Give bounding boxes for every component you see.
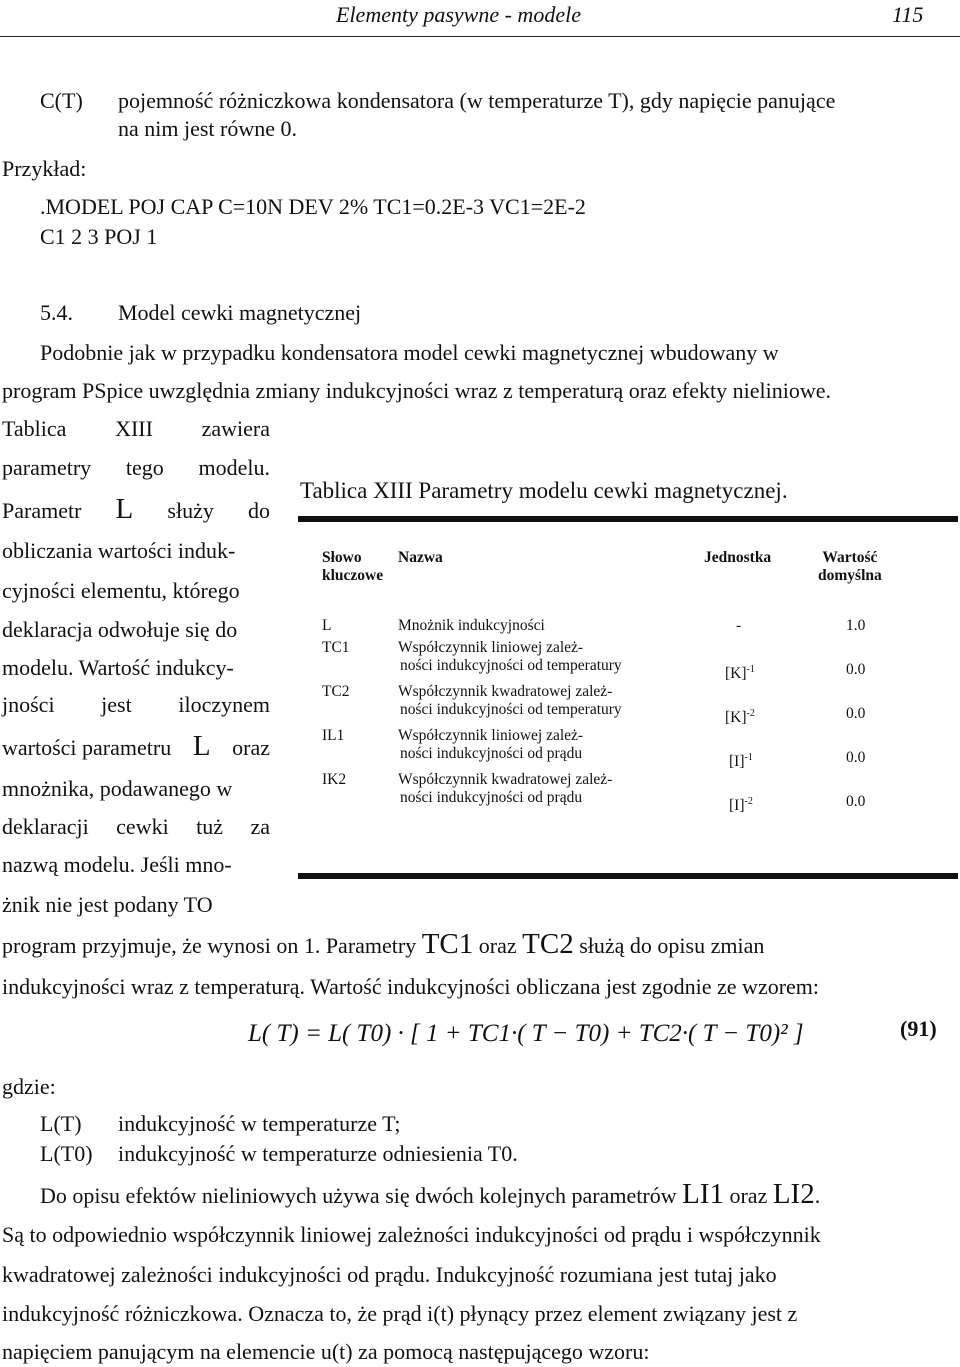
final-line-1: Do opisu efektów nieliniowych używa się dwóch kolejnych parametrów LI1 oraz LI2 .: [40, 1178, 821, 1210]
where-term: L(T): [40, 1111, 82, 1136]
table-header-name: Nazwa: [398, 549, 443, 566]
param-L-2: L: [192, 730, 211, 762]
after-line-2: indukcyjności wraz z temperaturą. Wartość indukcyjności obliczana jest zgodnie ze wzorem:: [2, 974, 820, 999]
table-row-key: TC2: [322, 683, 350, 700]
table-row-name: Współczynnik liniowej zależ- ności indukcyjności od prądu: [398, 727, 584, 762]
table-header-key: Słowo kluczowe: [322, 549, 384, 584]
table-row-default: 1.0: [846, 617, 866, 634]
where-label: gdzie:: [2, 1074, 56, 1099]
section-title: Model cewki magnetycznej: [118, 300, 362, 325]
final-line-5: napięciem panującym na elemencie u(t) za pomocą następującego wzoru:: [2, 1339, 650, 1364]
table-row-key: IK2: [322, 771, 347, 788]
left-line-3: Parametr L służy do: [2, 493, 270, 525]
left-line-5: cyjności elementu, którego: [2, 578, 240, 603]
intro-line2: program PSpice uwzględnia zmiany indukcyjności wraz z temperaturą oraz efekty nieliniowe.: [2, 378, 831, 403]
example-line1: .MODEL POJ CAP C=10N DEV 2% TC1=0.2E-3 VC1=2E-2: [40, 194, 586, 219]
table-row-name: Współczynnik kwadratowej zależ- ności indukcyjności od temperatury: [398, 683, 622, 718]
left-line-7: modelu. Wartość indukcy-: [2, 655, 234, 680]
table-top-rule: [298, 516, 958, 522]
intro-line1: Podobnie jak w przypadku kondensatora model cewki magnetycznej wbudowany w: [40, 340, 779, 365]
where-desc: indukcyjność w temperaturze T;: [118, 1111, 401, 1136]
table-caption: Tablica XIII Parametry modelu cewki magnetycznej.: [300, 478, 788, 503]
param-TC1: TC1: [421, 928, 474, 960]
header-rule: [0, 36, 960, 37]
left-line-11: deklaracji cewki tuż za: [2, 814, 270, 839]
left-line-4: obliczania wartości induk-: [2, 538, 236, 563]
table-row-name: Mnożnik indukcyjności: [398, 617, 545, 634]
left-line-9: wartości parametru L oraz: [2, 730, 270, 762]
left-line-1: Tablica XIII zawiera: [2, 416, 270, 441]
table-row-default: 0.0: [846, 793, 866, 810]
table-row-unit: $[K]^{-1}$: [725, 664, 755, 682]
table-bottom-rule: [298, 873, 958, 879]
table-row-default: 0.0: [846, 661, 866, 678]
param-L: L: [115, 493, 134, 525]
section-number: 5.4.: [40, 300, 73, 325]
example-label: Przykład:: [2, 156, 87, 181]
table-row-default: 0.0: [846, 749, 866, 766]
left-line-8: jności jest iloczynem: [2, 692, 270, 717]
left-line-13: żnik nie jest podany TO: [2, 892, 213, 917]
left-line-2: parametry tego modelu.: [2, 455, 270, 480]
left-line-6: deklaracja odwołuje się do: [2, 617, 238, 642]
left-line-10: mnożnika, podawanego w: [2, 776, 233, 801]
param-TC2: TC2: [522, 928, 574, 960]
running-header-title: Elementy pasywne - modele: [336, 2, 581, 27]
final-line-3: kwadratowej zależności indukcyjności od prądu. Indukcyjność rozumiana jest tutaj jako: [2, 1262, 777, 1287]
formula-number: (91): [900, 1016, 937, 1041]
table-row-key: L: [322, 617, 332, 634]
table-row-unit: $[K]^{-2}$: [725, 708, 755, 726]
ct-desc-line1: pojemność różniczkowa kondensatora (w temperaturze T), gdy napięcie panujące: [118, 88, 836, 113]
table-row-unit: $[I]^{-1}$: [729, 752, 753, 770]
left-line-12: nazwą modelu. Jeśli mno-: [2, 852, 232, 877]
where-term: L(T0): [40, 1141, 93, 1166]
final-line-4: indukcyjność różniczkowa. Oznacza to, że prąd i(t) płynący przez element związany jest z: [2, 1301, 798, 1326]
after-line-1: program przyjmuje, że wynosi on 1. Parametry TC1 oraz TC2 służą do opisu zmian: [2, 928, 765, 960]
table-row-name: Współczynnik kwadratowej zależ- ności indukcyjności od prądu: [398, 771, 613, 806]
table-row-unit: $[I]^{-2}$: [729, 796, 753, 814]
final-line-2: Są to odpowiednio współczynnik liniowej zależności indukcyjności od prądu i współczynnik: [2, 1222, 821, 1247]
table-header-default: Wartość domyślna: [818, 549, 882, 584]
table-row-key: IL1: [322, 727, 345, 744]
example-line2: C1 2 3 POJ 1: [40, 224, 158, 249]
param-LI2: LI2: [772, 1178, 815, 1210]
table-row-unit: -: [736, 617, 742, 634]
param-LI1: LI1: [682, 1178, 724, 1210]
inductance-formula: L( T) = L( T0) · [ 1 + TC1·( T − T0) + TC2·( T − T0)² ]: [248, 1020, 804, 1047]
table-header-unit: Jednostka: [704, 549, 772, 566]
table-row-name: Współczynnik liniowej zależ- ności indukcyjności od temperatury: [398, 639, 622, 674]
table-row-default: 0.0: [846, 705, 866, 722]
page-number: 115: [892, 2, 924, 27]
ct-desc-line2: na nim jest równe 0.: [118, 116, 298, 141]
ct-term: C(T): [40, 88, 83, 113]
table-row-key: TC1: [322, 639, 350, 656]
where-desc: indukcyjność w temperaturze odniesienia T0.: [118, 1141, 518, 1166]
